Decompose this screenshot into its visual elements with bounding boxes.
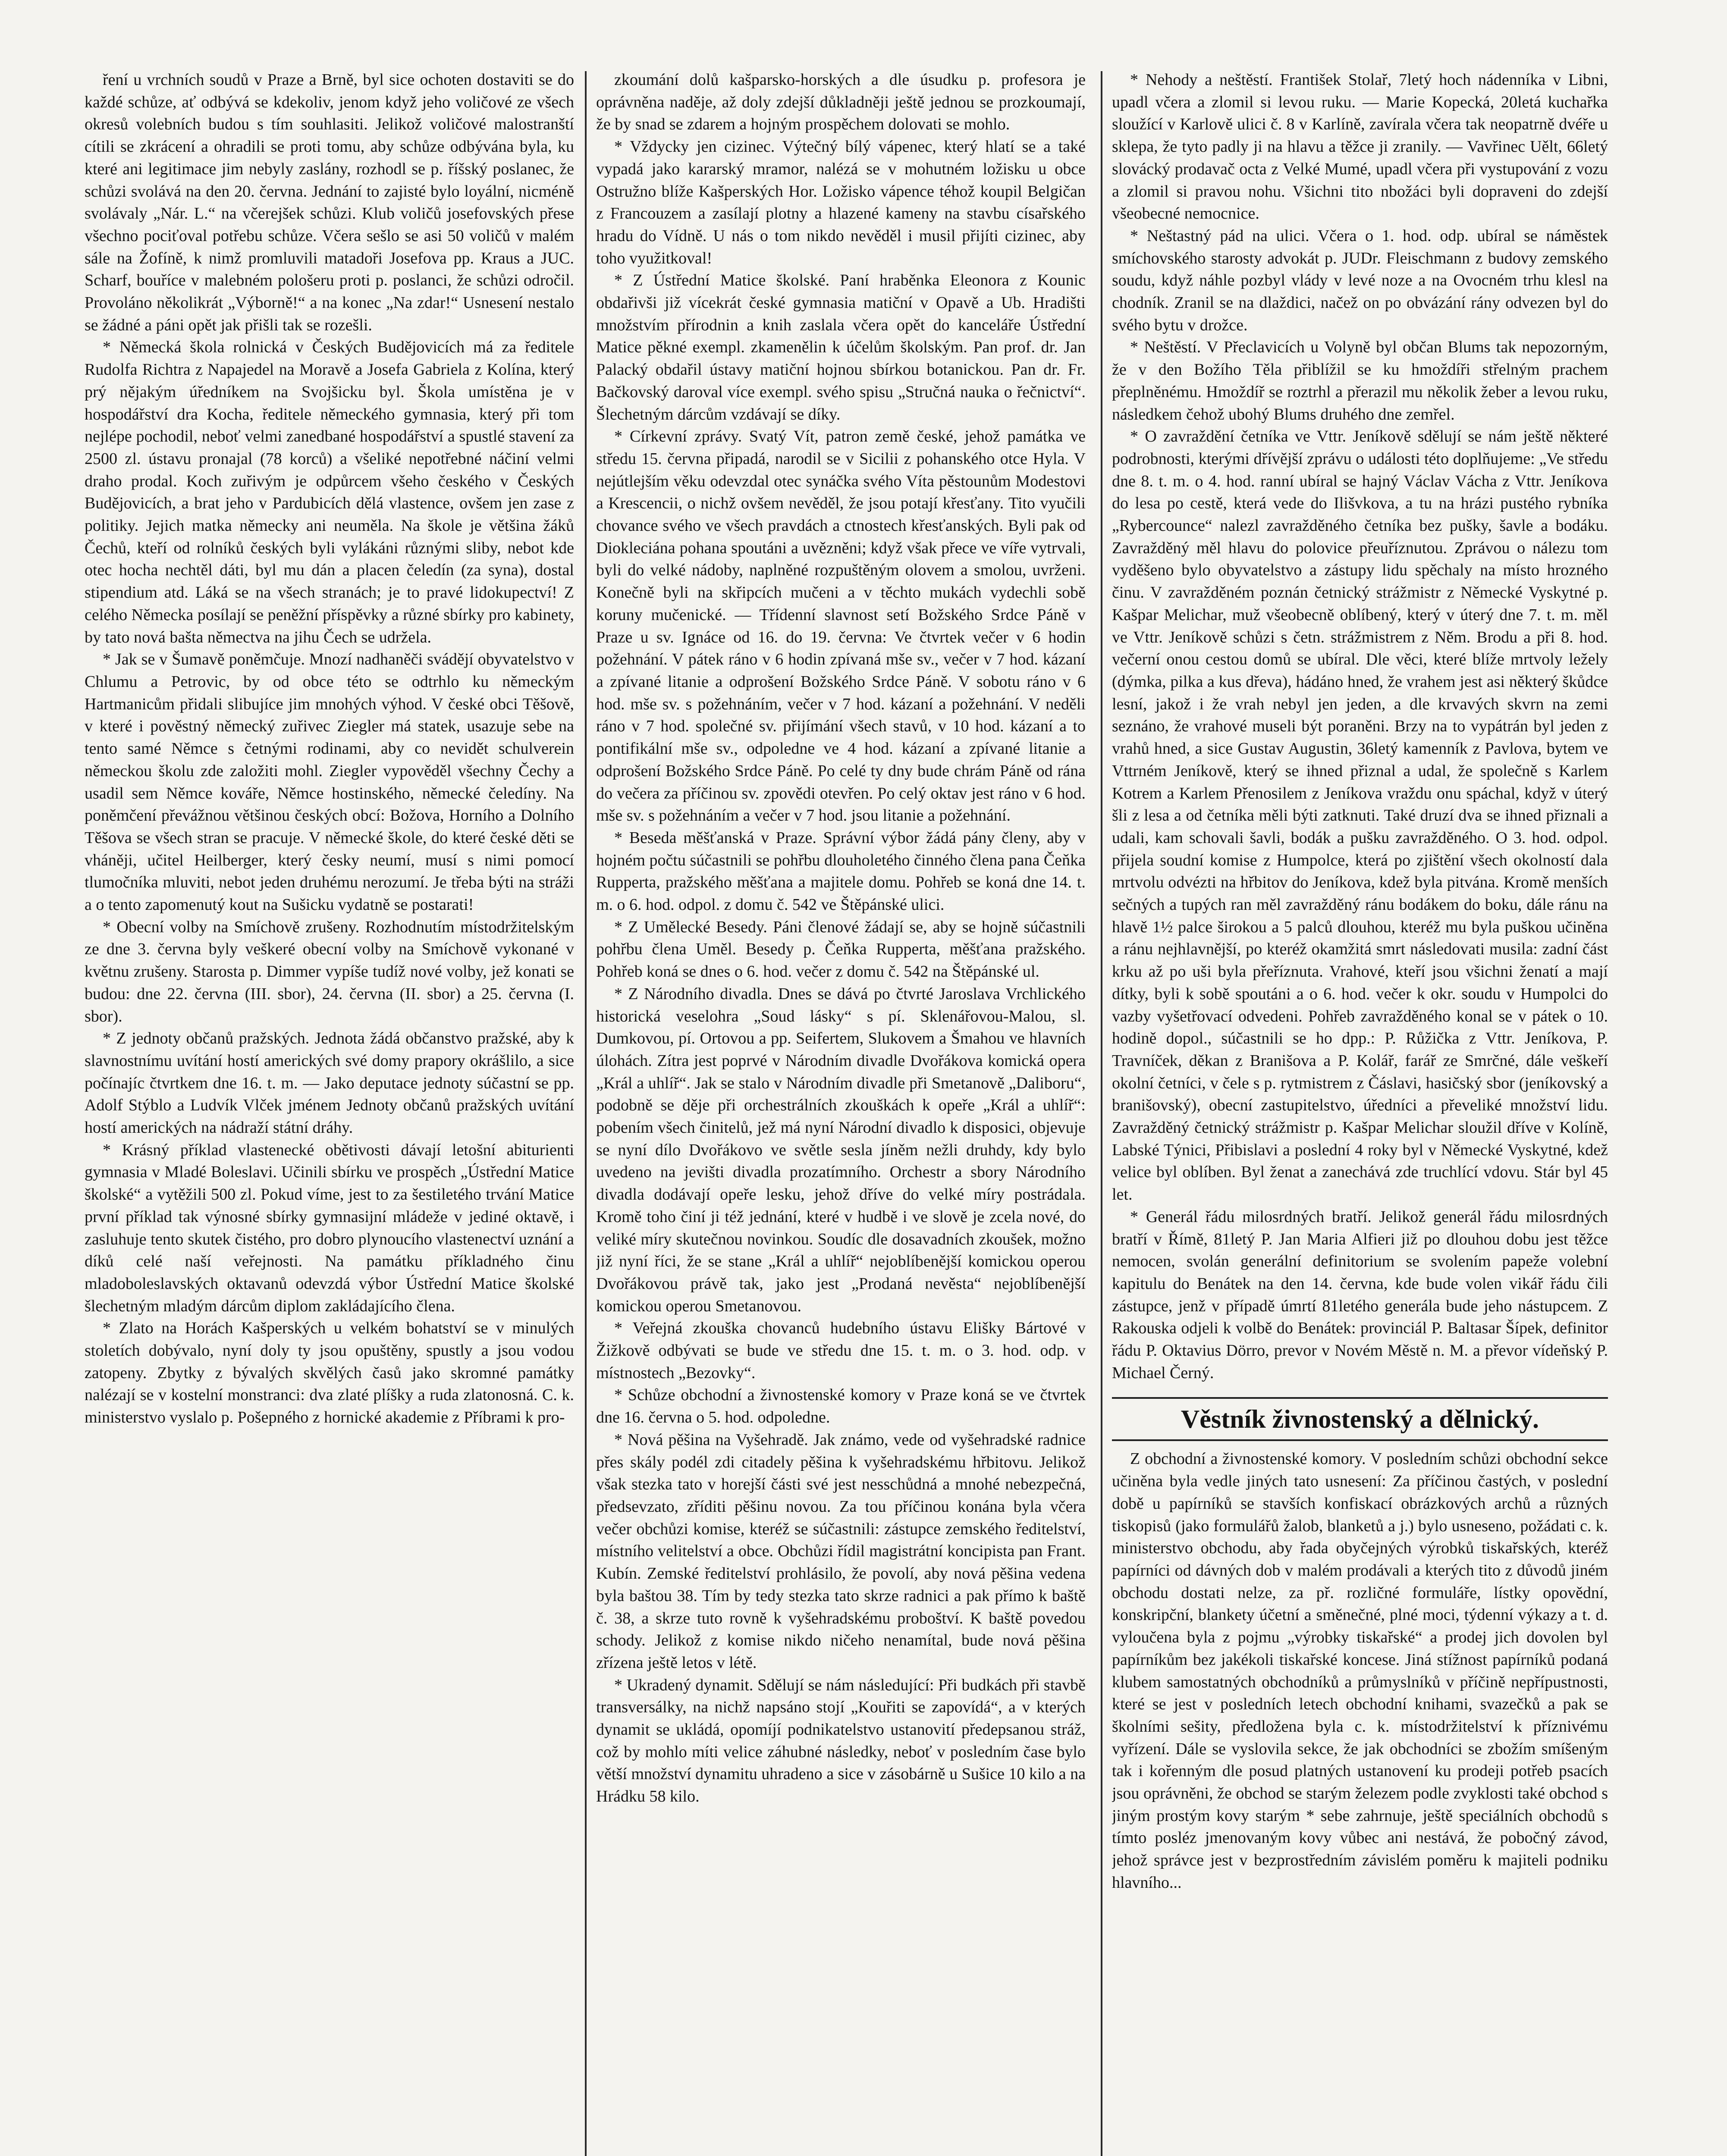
column-divider: [1101, 71, 1102, 2156]
article-paragraph: * Německá škola rolnická v Českých Budějovicích má za ředitele Rudolfa Richtra z Napajedel na Moravě a Josefa Gabriela z Kolína, který prý nějakým úředníkem na Svojšicku byl. Škola umístěna je v hospodářství dra Kocha, ředitele německého gymnasia, který při tom nejlépe pochodil, neboť velmi zanedbané hospodářství a spustlé stavení za 2500 zl. ústavu pronajal (78 korců) a všeliké nepotřebné náčiní velmi draho prodal. Koch zuřivým je odpůrcem všeho českého v Českých Budějovicích, a brat jeho v Pardubicích dělá vlastence, ovšem jen zase z politiky. Jejich matka německy ani neuměla. Na škole je většina žáků Čechů, kteří od rolníků českých byli vylákáni různými sliby, nebot kde otec hocha nechtěl dáti, byl mu dán a placen čeledín (za syna), dostal stipendium atd. Láká se na všech stranách; je to pravé lidokupectví! Z celého Německa posílají se peněžní příspěvky a různé sbírky pro kabinety, by tato nová bašta němectva na jihu Čech se udržela.: [85, 338, 574, 646]
article-paragraph: * Veřejná zkouška chovanců hudebního ústavu Elišky Bártové v Žižkově odbývati se bude ve středu dne 15. t. m. o 3. hod. odp. v místnostech „Bezovky“.: [596, 1319, 1086, 1382]
article-paragraph: * Vždycky jen cizinec. Výtečný bílý vápenec, který hlatí se a také vypadá jako kararský mramor, nalézá se v mohutném ložisku u obce Ostružno blíže Kašperských Hor. Ložisko vápence téhož koupil Belgičan z Francouzem a zasílají plotny a hlazené kameny na stavbu císařského hradu do Vídně. U nás o tom nikdo nevěděl i musil přijíti cizinec, aby toho využitkoval!: [596, 138, 1086, 267]
article-paragraph: * Nehody a neštěstí. František Stolař, 7letý hoch nádenníka v Libni, upadl včera a zlomil si levou ruku. — Marie Kopecká, 20letá kuchařka sloužící v Karlově ulici č. 8 v Karlíně, zavírala včera tak neopatrně dvéře u sklepa, že tyto padly ji na hlavu a těžce ji zranily. — Vavřinec Uělt, 66letý slovácký prodavač octa z Velké Mumé, upadl včera při vystupování z vozu a zlomil si pravou nohu. Všichni tito nbožáci byli dopraveni do zdejší všeobecné nemocnice.: [1112, 71, 1608, 223]
section-heading: Věstník živnostenský a dělnický.: [1112, 1397, 1608, 1441]
column-divider: [585, 71, 587, 2156]
article-paragraph: ření u vrchních soudů v Praze a Brně, byl sice ochoten dostaviti se do každé schůze, ať odbývá se kdekoliv, jenom když jeho voličové ze všech okresů volebních budou s tím souhlasiti. Jelikož voličové malostranští cítili se zkrácení a ohradili se proti tomu, aby schůze odbývána byla, ku které ani legitimace jim nebyly zaslány, rozhodl se p. říšský poslanec, že schůzi svolává na den 20. června. Jednání to zajisté bylo loyální, nicméně svolávaly „Nár. L.“ na včerejšek schůzi. Klub voličů josefovských přese všechno pociťoval potřebu schůze. Včera sešlo se asi 50 voličů v malém sále na Žofíně, k nimž promluvili matadoři Josefova pp. Kraus a JUC. Scharf, bouříce v malebném pološeru proti p. poslanci, že schůzi odročil. Provoláno několikrát „Výborně!“ a na konec „Na zdar!“ Usnesení nestalo se žádné a páni opět jak přišli tak se rozešli.: [85, 71, 574, 334]
article-paragraph: * Ukradený dynamit. Sdělují se nám následující: Při budkách při stavbě transversálky, na nichž napsáno stojí „Kouřiti se zapovídá“, a v kterých dynamit se ukládá, opomíjí podnikatelstvo ustanovití předepsanou stráž, což by mohlo míti velice záhubné následky, neboť v posledním čase bylo větší množství dynamitu uhradeno a sice v zásobárně u Sušice 10 kilo a na Hrádku 58 kilo.: [596, 1676, 1086, 1806]
article-paragraph: * Z Umělecké Besedy. Páni členové žádají se, aby se hojně súčastnili pohřbu člena Uměl. Besedy p. Čeňka Rupperta, měšťana pražského. Pohřeb koná se dnes o 6. hod. večer z domu č. 542 na Štěpánské ul.: [596, 918, 1086, 981]
column-left: [85, 69, 574, 2156]
article-paragraph: * Zlato na Horách Kašperských u velkém bohatství se v minulých stoletích dobývalo, nyní doly ty jsou opuštěny, spustly a jsou vodou zatopeny. Zbytky z bývalých skvělých časů jako skromné památky nalézají se v kostelní monstranci: dva zlaté plíšky a ruda zlatonosná. C. k. ministerstvo vyslalo p. Pošepného z hornické akademie z Příbrami k pro-: [85, 1319, 574, 1427]
column-middle: [596, 69, 1086, 2156]
article-paragraph: * Z Národního divadla. Dnes se dává po čtvrté Jaroslava Vrchlického historická veselohra „Soud lásky“ s pí. Sklenářovou-Malou, sl. Dumkovou, pí. Ortovou a pp. Seifertem, Slukovem a Šmahou ve hlavních úlohách. Zítra jest poprvé v Národním divadle Dvořákova komická opera „Král a uhlíř“. Jak se stalo v Národním divadle při Smetanově „Daliboru“, podobně se děje při orchestrálních zkouškách k opeře „Král a uhlíř“: pobením všech činitelů, jež má nyní Národní divadlo k disposici, objevuje se nyní dílo Dvořákovo ve světle sesla jíněm nežli druhdy, kdy bylo uvedeno na jevišti divadla prozatímního. Orchestr a sbory Národního divadla dodávají opeře lesku, jehož dříve do velké míry postrádala. Kromě toho činí ji též jednání, které v hudbě i ve slově je zcela nové, do veliké míry skutečnou novinkou. Soudíc dle dosavadních zkoušek, možno již nyní říci, že se stane „Král a uhlíř“ nejoblíbenější komickou operou Dvořákovou právě tak, jako jest „Prodaná nevěsta“ nejoblíbenější komickou operou Smetanovou.: [596, 984, 1086, 1315]
article-paragraph: * Neštastný pád na ulici. Včera o 1. hod. odp. ubíral se náměstek smíchovského starosty advokát p. JUDr. Fleischmann z budovy zemského soudu, když náhle pozbyl vlády v levé noze a na Ovocném trhu klesl na chodník. Zranil se na dlaždici, načež on po obvázání rány odvezen byl do svého bytu v drožce.: [1112, 226, 1608, 334]
article-paragraph: * Církevní zprávy. Svatý Vít, patron země české, jehož památka ve středu 15. června připadá, narodil se v Sicilii z pohanského otce Hyla. V nejútlejším věku odevzdal otec synáčka svého Víta pěstounům Modestovi a Krescencii, o nichž ovšem nevěděl, že jsou potají křesťany. Tito vyučili chovance svého ve všech pravdách a ctnostech křesťanských. Byli pak od Diokleciána pohana spoutáni a uvězněni; když však přece ve víře vytrvali, byli do velké nádoby, naplněné rozpuštěným olovem a smolou, uvrženi. Konečně byli na skřipcích mučeni a v těchto mukách vydechli sobě koruny mučenické. — Třídenní slavnost setí Božského Srdce Páně v Praze u sv. Ignáce od 16. do 19. června: Ve čtvrtek večer v 6 hodin požehnání. V pátek ráno v 6 hodin zpívaná mše sv., večer v 7 hod. kázaní a zpívané litanie a odprošení Božského Srdce Páně. V sobotu ráno v 6 hod. mše sv. s požehnáním, večer v 7 hod. kázaní a požehnání. V neděli ráno v 7 hod. společné sv. přijímání všech stavů, v 10 hod. kázaní a to pontifikální mše sv., odpoledne ve 4 hod. kázaní a zpívané litanie a odprošení Božského Srdce Páně. Po celé ty dny bude chrám Páně od rána do večera za příčinou sv. zpovědi otevřen. Po celý oktav jest ráno v 6 hod. mše sv. s požehnáním a večer v 7 hod. jsou litanie a požehnání.: [596, 427, 1086, 825]
article-paragraph: * Z Ústřední Matice školské. Paní hraběnka Eleonora z Kounic obdařivši již vícekrát české gymnasia matiční v Opavě a Ub. Hradišti množstvím přírodnin a knih zaslala včera opět do kanceláře Ústřední Matice pěkné exempl. zkamenělin k účelům školským. Pan prof. dr. Jan Palacký obdařil ústavy matiční hojnou sbírkou botanickou. Pan dr. Fr. Bačkovský daroval více exempl. svého spisu „Stručná nauka o řečnictví“. Šlechetným dárcům vzdávají se díky.: [596, 271, 1086, 423]
article-paragraph: * Z jednoty občanů pražských. Jednota žádá občanstvo pražské, aby k slavnostnímu uvítání hostí amerických své domy prapory okrášlilo, a sice počínajíc čtvrtkem dne 16. t. m. — Jako deputace jednoty súčastní se pp. Adolf Stýblo a Ludvík Vlček jménem Jednoty občanů pražských uvítání hostí amerických na nádraží státní dráhy.: [85, 1029, 574, 1137]
article-paragraph: * Jak se v Šumavě poněmčuje. Mnozí nadhaněči svádějí obyvatelstvo v Chlumu a Petrovic, by od obce této se odtrhlo ku německým Hartmanicům přidali slibujíce jim mnohých výhod. V české obci Těšově, v které i pověstný německý zuřivec Ziegler má statek, usazuje sebe na tento samé Němce s četnými rodinami, aby co nevidět schulverein německou školu zde založiti mohl. Ziegler vypověděl všechny Čechy a usadil sem Němce kováře, Němce hostinského, německé čeledíny. Na poněmčení převážnou většinou českých obcí: Božova, Horního a Dolního Těšova se všech stran se pracuje. V německé škole, do které české děti se vháněji, učitel Heilberger, který česky neumí, musí s nimi pomocí tlumočníka mluviti, nebot jeden druhému nerozumí. Je třeba býti na stráži a o tento zapomenutý kout na Sušicku vydatně se postarati!: [85, 650, 574, 914]
article-paragraph: * Neštěstí. V Přeclavicích u Volyně byl občan Blums tak nepozorným, že v den Božího Těla přiblížil se ku hmoždíři střelným prachem přeplněnému. Hmoždíř se roztrhl a přerazil mu několik žeber a levou ruku, následkem čehož ubohý Blums druhého dne zemřel.: [1112, 338, 1608, 423]
article-paragraph: * Krásný příklad vlastenecké obětivosti dávají letošní abiturienti gymnasia v Mladé Boleslavi. Učinili sbírku ve prospěch „Ústřední Matice školské“ a vytěžili 500 zl. Pokud víme, jest to za šestiletého trvání Matice první příklad tak výnosné sbírky gymnasijní mládeže v jediné oktavě, i zasluhuje tento skutek čistého, pro dobro plynoucího vlastenectví uznání a díků celé naší veřejnosti. Na památku příkladného činu mladoboleslavských oktavanů odevzdá výbor Ústřední Matice školské šlechetným mladým dárcům diplom zakládajícího člena.: [85, 1141, 574, 1315]
column-right: [1112, 69, 1608, 2156]
article-paragraph: zkoumání dolů kašparsko-horských a dle úsudku p. profesora je oprávněna naděje, až doly zdejší důkladněji ještě jednou se prozkoumají, že by snad se zdarem a hojným prospěchem dolovati se mohlo.: [596, 71, 1086, 134]
article-paragraph: * Schůze obchodní a živnostenské komory v Praze koná se ve čtvrtek dne 16. června o 5. hod. odpoledne.: [596, 1386, 1086, 1427]
article-paragraph: Z obchodní a živnostenské komory. V posledním schůzi obchodní sekce učiněna byla vedle jiných tato usnesení: Za příčinou častých, v poslední době u papírníků se stavších konfiskací obrázkových archů a různých tiskopisů (jako formulářů žalob, blanketů a j.) bylo usneseno, požádati c. k. ministerstvo obchodu, aby řada obyčejných výrobků tiskařských, kteréž papírníci od dávných dob v malém prodávali a kterých tito z důvodů jiném obchodu dostati nelze, za př. rozličné formuláře, lístky opovědní, konskripční, blankety účetní a směnečné, plné moci, týdenní výkazy a t. d. vyloučena byla z pojmu „výrobky tiskařské“ a prodej jich dovolen byl papírníkům bez jakékoli tiskařské koncese. Jiná stížnost papírníků podaná klubem samostatných obchodníků a průmyslníků v příčině nepřípustnosti, které se jest v posledních letech obchodní knihami, svazečků a pak se školními sešity, předložena byla c. k. místodržitelství k příznivému vyřízení. Dále se vyslovila sekce, že jak obchodníci se zbožím smíšeným tak i kořenným dle posud platných ustanovení ku prodeji potřeb psacích jsou oprávněni, že obchod se starým železem podle zvyklosti také obchod s jiným prostým kovy starým * sebe zahrnuje, ještě speciálních obchodů s tímto posléz jmenovaným kovy vůbec ani nestává, že pobočný závod, jehož správce jest v bezprostředním závislém poměru k majiteli podniku hlavního...: [1112, 1450, 1608, 1892]
article-paragraph: * O zavraždění četníka ve Vttr. Jeníkově sdělují se nám ještě některé podrobnosti, kterými dřívější zprávu o události této doplňujeme: „Ve středu dne 8. t. m. o 4. hod. ranní ubíral se hajný Václav Vácha z Vttr. Jeníkova do lesa po cestě, která vede do Ilišvkova, a tu na hrázi pustého rybníka „Rybercounce“ nalezl zavražděného četníka bez pušky, šavle a bodáku. Zavražděný měl hlavu do polovice přeuříznutou. Zprávou o nálezu tom vyděšeno bylo obyvatelstvo a zástupy lidu spěchaly na místo hrozného činu. V zavražděném poznán četnický strážmistr z Německé Vyskytné p. Kašpar Melichar, muž všeobecně oblíbený, který v úterý dne 7. t. m. měl ve Vttr. Jeníkově schůzi s četn. strážmistrem z Něm. Brodu a při 8. hod. večerní onou cestou domů se ubíral. Dle věci, které blíže mrtvoly ležely (dýmka, pilka a kus dřeva), hádáno hned, že vrahem jest asi některý škůdce lesní, jakož i že vrah nebyl jen jeden, a dle krvavých skvrn na zemi seznáno, že vrahové museli být poraněni. Brzy na to vypátrán byl jeden z vrahů hned, a sice Gustav Augustin, 36letý kamenník z Pavlova, bytem ve Vttrném Jeníkově, který se ihned přiznal a udal, že společně s Karlem Kotrem a Karlem Přenosilem z Jeníkova vraždu onu spáchal, když v úterý šli z lesa a od četníka měli býti zatknuti. Také druzí dva se ihned přiznali a udali, kam schovali šavli, bodák a pušku zavražděného. O 3. hod. odpol. přijela soudní komise z Humpolce, která po zjištění všech okolností dala mrtvolu odvézti na hřbitov do Jeníkova, kdež byla pitvána. Kromě menších sečných a tupých ran měl zavražděný ránu bodákem do boku, dále ránu na hlavě 1½ palce širokou a 5 palců dlouhou, kteréž mu byla puškou učiněna a ránu nejhlavnější, po kteréž okamžitá smrt následovati musila: zadní část krku až po uši byla přeříznuta. Vrahové, kteří jsou všichni ženatí a mají dítky, byli k sobě spoutáni a o 6. hod. večer k okr. soudu v Humpolci do vazby vyšetřovací odvedeni. Pohřeb zavražděného konal se v pátek o 10. hodině dopol., súčastnili se ho dpp.: P. Růžička z Vttr. Jeníkova, P. Travníček, děkan z Branišova a P. Kolář, farář ze Smrčné, dále veškeří okolní četníci, v čele s p. rytmistrem z Čáslavi, hasičský sbor (jeníkovský a branišovský), obecní zastupitelstvo, úředníci a převeliké množství lidu. Zavražděný četnický strážmistr p. Kašpar Melichar sloužil dříve v Kolíně, Labské Týnici, Přibislavi a poslední 4 roky byl v Německé Vyskytné, kdež velice byl oblíben. Byl ženat a zanechává zde truchlící vdovu. Stár byl 45 let.: [1112, 427, 1608, 1204]
article-paragraph: * Nová pěšina na Vyšehradě. Jak známo, vede od vyšehradské radnice přes skály podél zdi citadely pěšina k vyšehradskému hřbitovu. Jelikož však stezka tato v horejší části své jest nesschůdná a mnohé nebezpečná, předsevzato, zříditi pěšinu novou. Za tou příčinou konána byla včera večer obchůzi komise, kteréž se súčastnili: zástupce zemského ředitelství, místního velitelství a obce. Obchůzi řídil magistrátní koncipista pan Frant. Kubín. Zemské ředitelství prohlásilo, že povolí, aby nová pěšina vedena byla baštou 38. Tím by tedy stezka tato skrze radnici a pak přímo k baště č. 38, a skrze tuto rovně k vyšehradskému proboštví. K baště povedou schody. Jelikož z komise nikdo ničeho nenamítal, bude nová pěšina zřízena ještě letos v létě.: [596, 1430, 1086, 1672]
article-paragraph: * Generál řádu milosrdných bratří. Jelikož generál řádu milosrdných bratří v Římě, 81letý P. Jan Maria Alfieri již po dlouhou dobu jest těžce nemocen, svolán generální definitorium se svolením papeže volební kapitulu do Benátek na den 14. června, kde bude volen vikář řádu čili zástupce, jenž v případě úmrtí 81letého generála bude jeho nástupcem. Z Rakouska odjeli k volbě do Benátek: provinciál P. Baltasar Šípek, definitor řádu P. Oktavius Dörro, prevor v Novém Městě n. M. a převor vídeňský P. Michael Černý.: [1112, 1207, 1608, 1382]
section-body: [1112, 1448, 1608, 1894]
article-paragraph: * Obecní volby na Smíchově zrušeny. Rozhodnutím místodržitelským ze dne 3. června byly veškeré obecní volby na Smíchově vykonané v květnu zrušeny. Starosta p. Dimmer vypíše tudíž nové volby, jež konati se budou: dne 22. června (III. sbor), 24. června (II. sbor) a 25. června (I. sbor).: [85, 918, 574, 1025]
article-paragraph: * Beseda měšťanská v Praze. Správní výbor žádá pány členy, aby v hojném počtu súčastnili se pohřbu dlouholetého činného člena pana Čeňka Rupperta, pražského měšťana a majitele domu. Pohřeb se koná dne 14. t. m. o 6. hod. odpol. z domu č. 542 ve Štěpánské ulici.: [596, 828, 1086, 914]
